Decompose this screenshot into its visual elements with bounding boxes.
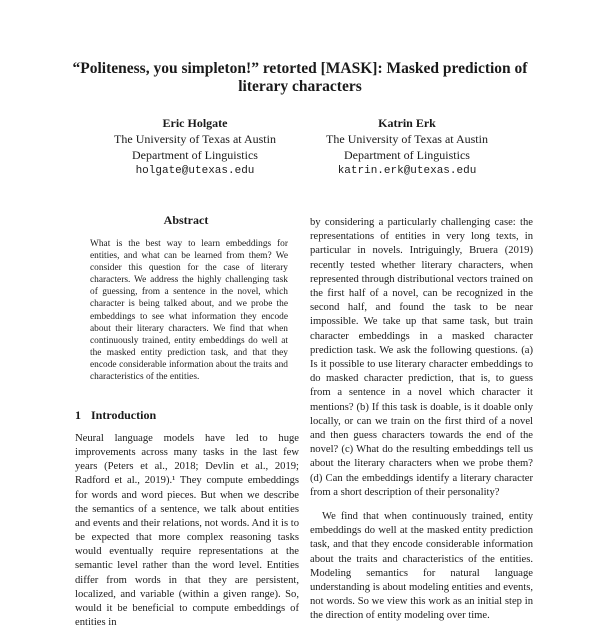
intro-right-paragraph-2: We find that when continuously trained, entity embeddings do well at the masked entity prediction task, and that they encode considerable information about the traits and characteristics of the entities. Modeling semantics for natural language understanding is about modeling entities and events, not words. So we view this work as an initial step in the direction of entity modeling over time.: [310, 511, 533, 622]
section-title: Introduction: [91, 408, 157, 422]
author-department: Department of Linguistics: [344, 148, 470, 162]
abstract-heading: Abstract: [163, 213, 209, 227]
author-email: katrin.erk@utexas.edu: [337, 165, 477, 177]
intro-right-paragraph-1: by considering a particularly challenging case: the representations of entities in very long texts, in particular in novels. Intriguingly, Bruera (2019) recently tested whether literary characters, when represented through distributional vectors trained on the first half of a novel, can be recognized in the second half, and found the task to be near impossible. We take up that same task, but train character embeddings in a masked character prediction task. We ask the following questions. (a) Is it possible to use literary character embeddings to do masked character prediction, that is, to guess from a sentence in a novel which character it mentions? (b) If this task is doable, is it doable only locally, or can we train on the first third of a novel and then guess characters towards the end of the novel? (c) What do the resulting embeddings tell us about the literary characters when we probe them? (d) Can the embeddings identify a literary character from a short description of their personality?: [310, 217, 533, 498]
author-name: Eric Holgate: [162, 116, 228, 130]
author-name: Katrin Erk: [378, 116, 436, 130]
title-line-1: “Politeness, you simpleton!” retorted [MASK]: Masked prediction of: [72, 60, 528, 77]
author-department: Department of Linguistics: [132, 148, 258, 162]
author-affiliation: The University of Texas at Austin: [114, 132, 276, 146]
intro-left-column: Neural language models have led to huge improvements across many tasks in the last few years (Peters et al., 2018; Devlin et al., 2019; Radford et al., 2019).¹ They compute embeddings for words and word pieces. But when we describe the semantics of a sentence, we talk about entities and events and their relations, not words. And it is to be expected that more complex reasoning tasks would eventually require representations at the semantic level rather than the word level. Entities differ from words in that they are persistent, localized, and variable (within a given range). So, would it be beneficial to compute embeddings of entities in: [75, 433, 299, 629]
author-block-2: [287, 115, 527, 179]
section-heading: [75, 408, 156, 423]
right-column: [310, 216, 533, 624]
title-line-2: literary characters: [238, 78, 362, 95]
author-block-1: [75, 115, 315, 179]
abstract-text: What is the best way to learn embeddings for entities, and what can be learned from them? We consider this question for the case of literary characters. We address the highly challenging task of guessing, from a sentence in the novel, which character is being talked about, and we probe the embeddings to see what information they encode about their literary characters. We find that when continuously trained, entity embeddings do well at the masked entity prediction task, and that they encode considerable information about the traits and characteristics of the entities.: [90, 239, 288, 383]
author-email: holgate@utexas.edu: [135, 165, 255, 177]
paper-title: [60, 60, 540, 96]
section-number: 1: [75, 408, 81, 422]
author-affiliation: The University of Texas at Austin: [326, 132, 488, 146]
